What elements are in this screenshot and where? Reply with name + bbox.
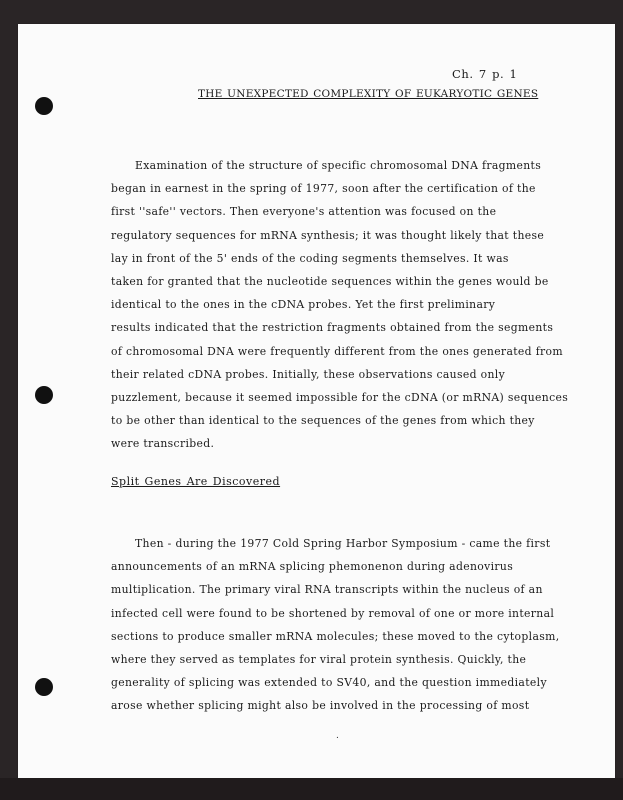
paragraph-line: lay in front of the 5' ends of the coding segments themselves. It was bbox=[111, 251, 509, 265]
paragraph-line: where they served as templates for viral protein synthesis. Quickly, the bbox=[111, 652, 527, 666]
body-paragraph-1 bbox=[111, 154, 569, 455]
paragraph-line: announcements of an mRNA splicing phemonenon during adenovirus bbox=[111, 560, 514, 574]
paragraph-line: first ''safe'' vectors. Then everyone's attention was focused on the bbox=[111, 205, 497, 219]
paragraph-line: arose whether splicing might also be involved in the processing of most bbox=[111, 699, 530, 713]
page-title: THE UNEXPECTED COMPLEXITY OF EUKARYOTIC GENES bbox=[198, 88, 539, 100]
paragraph-line: sections to produce smaller mRNA molecules; these moved to the cytoplasm, bbox=[111, 629, 560, 643]
paragraph-line: Then - during the 1977 Cold Spring Harbor Symposium - came the first bbox=[135, 537, 551, 550]
paragraph-line: Examination of the structure of specific chromosomal DNA fragments bbox=[135, 159, 542, 172]
paragraph-line: began in earnest in the spring of 1977, soon after the certification of the bbox=[111, 182, 536, 196]
scan-bottom-edge bbox=[0, 778, 623, 800]
page-footer-mark: . bbox=[336, 731, 340, 741]
page-number: Ch. 7 p. 1 bbox=[452, 67, 518, 81]
body-paragraph-2 bbox=[111, 532, 560, 718]
paragraph-line: regulatory sequences for mRNA synthesis; it was thought likely that these bbox=[111, 228, 545, 242]
paragraph-line: identical to the ones in the cDNA probes. Yet the first preliminary bbox=[111, 298, 496, 312]
paragraph-line: taken for granted that the nucleotide sequences within the genes would be bbox=[111, 274, 549, 288]
paragraph-line: puzzlement, because it seemed impossible for the cDNA (or mRNA) sequences bbox=[111, 390, 569, 404]
paragraph-line: were transcribed. bbox=[111, 437, 215, 451]
binder-hole bbox=[35, 678, 53, 696]
paragraph-line: infected cell were found to be shortened by removal of one or more internal bbox=[111, 606, 555, 620]
paragraph-line: multiplication. The primary viral RNA transcripts within the nucleus of an bbox=[111, 583, 543, 597]
document-page bbox=[18, 24, 615, 778]
paragraph-line: results indicated that the restriction fragments obtained from the segments bbox=[111, 321, 554, 335]
paragraph-line: of chromosomal DNA were frequently different from the ones generated from bbox=[111, 344, 563, 358]
paragraph-line: generality of splicing was extended to SV40, and the question immediately bbox=[111, 676, 547, 690]
paragraph-line: to be other than identical to the sequences of the genes from which they bbox=[111, 414, 535, 428]
binder-hole bbox=[35, 97, 53, 115]
section-heading: Split Genes Are Discovered bbox=[111, 475, 281, 488]
paragraph-line: their related cDNA probes. Initially, these observations caused only bbox=[111, 367, 506, 381]
binder-hole bbox=[35, 386, 53, 404]
